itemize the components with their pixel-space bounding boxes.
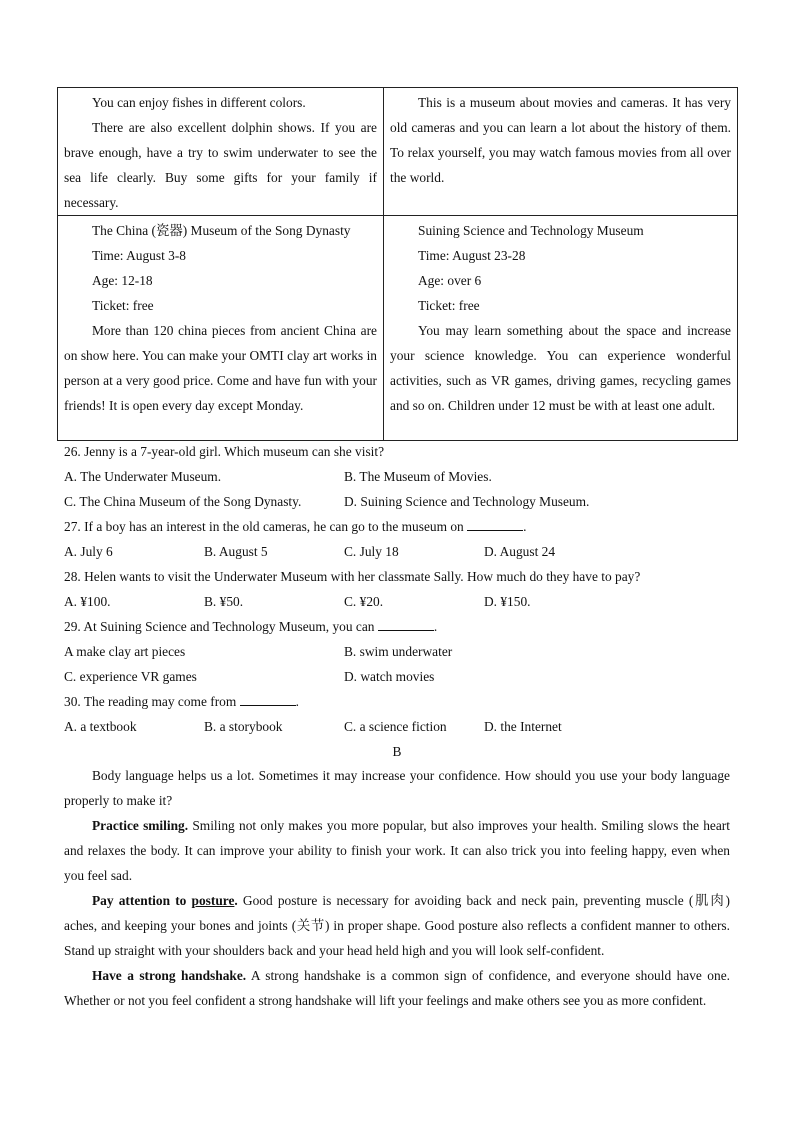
passage-intro: Body language helps us a lot. Sometimes it may increase your confidence. How should you use your body language properly to make it? xyxy=(64,768,730,808)
option-b[interactable]: B. a storybook xyxy=(204,719,283,734)
option-b[interactable]: B. August 5 xyxy=(204,544,268,559)
question-stem xyxy=(64,689,744,714)
cell-paragraph: This is a museum about movies and cameras. It has very old cameras and you can learn a lot about the history of them. To relax yourself, you may watch famous movies from all over the world. xyxy=(390,95,731,185)
table-row xyxy=(58,88,738,216)
museum-time: Time: August 23-28 xyxy=(418,248,526,263)
option-c[interactable]: C. ¥20. xyxy=(344,594,384,609)
option-a[interactable]: A. ¥100. xyxy=(64,594,111,609)
stem-suffix: . xyxy=(523,519,527,534)
paragraph-heading xyxy=(92,893,238,908)
heading-suffix: . xyxy=(234,893,238,908)
museum-age: Age: over 6 xyxy=(418,273,482,288)
option-c[interactable]: C. The China Museum of the Song Dynasty. xyxy=(64,494,302,509)
passage-paragraph xyxy=(64,888,730,963)
option-a[interactable]: A make clay art pieces xyxy=(64,644,186,659)
questions-block xyxy=(64,439,744,764)
option-row xyxy=(64,639,744,664)
stem-suffix: . xyxy=(433,619,438,634)
china-museum-cell xyxy=(58,216,384,441)
cell-paragraph: More than 120 china pieces from ancient China are on show here. You can make your OMTI clay art works in person at a very good price. Come and have fun with your friends! It is open every day except Monday. xyxy=(64,323,377,413)
question-stem xyxy=(64,439,744,464)
answer-blank[interactable] xyxy=(240,691,296,706)
question-28-stem: 28. Helen wants to visit the Underwater Museum with her classmate Sally. How much do they have to pay? xyxy=(64,569,641,584)
heading-underlined: posture xyxy=(191,893,235,908)
option-c[interactable]: C. a science fiction xyxy=(344,719,447,734)
question-stem xyxy=(64,514,744,539)
movies-museum-cell xyxy=(384,88,738,216)
underwater-museum-cell xyxy=(58,88,384,216)
question-27-stem: 27. If a boy has an interest in the old cameras, he can go to the museum on xyxy=(64,519,464,534)
museum-time: Time: August 3-8 xyxy=(92,248,187,263)
option-row xyxy=(64,489,744,514)
option-b[interactable]: B. swim underwater xyxy=(344,644,453,659)
question-stem xyxy=(64,564,744,589)
option-c[interactable]: C. experience VR games xyxy=(64,669,197,684)
option-b[interactable]: B. The Museum of Movies. xyxy=(344,469,492,484)
passage-paragraph xyxy=(64,963,730,1013)
cell-paragraph: There are also excellent dolphin shows. If you are brave enough, have a try to swim underwater to see the sea life clearly. Buy some gifts for your family if necessary. xyxy=(64,120,377,210)
passage-paragraph xyxy=(64,813,730,888)
museum-table xyxy=(57,87,738,441)
option-row xyxy=(64,714,744,739)
option-b[interactable]: B. ¥50. xyxy=(204,594,244,609)
question-29-stem: 29. At Suining Science and Technology Museum, you can xyxy=(64,619,375,634)
answer-blank[interactable] xyxy=(467,516,523,531)
question-26-stem: 26. Jenny is a 7-year-old girl. Which museum can she visit? xyxy=(64,444,385,459)
museum-title: Suining Science and Technology Museum xyxy=(418,223,644,238)
paragraph-text: Smiling not only makes you more popular, but also improves your health. Smiling slows the heart and relaxes the body. It can improve your ability to finish your work. It can also trick you into feeling happy, even when you feel sad. xyxy=(64,818,730,883)
option-c[interactable]: C. July 18 xyxy=(344,544,399,559)
option-row xyxy=(64,664,744,689)
question-30-stem: 30. The reading may come from xyxy=(64,694,237,709)
paragraph-text: Good posture is necessary for avoiding back and neck pain, preventing muscle (肌肉) aches, and keeping your bones and joints (关节) in proper shape. Good posture also reflects a confident manner to others. Stand up straight with your shoulders back and your head held high and you will look self-confident. xyxy=(64,893,730,958)
stem-suffix: . xyxy=(295,694,300,709)
paragraph-heading: Have a strong handshake. xyxy=(92,968,247,983)
museum-ticket: Ticket: free xyxy=(418,298,480,313)
option-d[interactable]: D. ¥150. xyxy=(484,594,531,609)
science-museum-cell xyxy=(384,216,738,441)
section-b-label: B xyxy=(392,744,402,759)
option-d[interactable]: D. August 24 xyxy=(484,544,556,559)
option-a[interactable]: A. July 6 xyxy=(64,544,113,559)
passage-b xyxy=(64,763,730,1013)
paragraph-text: A strong handshake is a common sign of confidence, and everyone should have one. Whether or not you feel confident a strong handshake will lift your feelings and make others see you as more confident. xyxy=(64,968,730,1008)
museum-title: The China (瓷器) Museum of the Song Dynasty xyxy=(92,223,351,238)
answer-blank[interactable] xyxy=(378,616,434,631)
option-row xyxy=(64,539,744,564)
table-row xyxy=(58,216,738,441)
museum-age: Age: 12-18 xyxy=(92,273,153,288)
option-d[interactable]: D. the Internet xyxy=(484,719,562,734)
heading-prefix: Pay attention to xyxy=(92,893,192,908)
museum-ticket: Ticket: free xyxy=(92,298,154,313)
option-row xyxy=(64,464,744,489)
option-a[interactable]: A. a textbook xyxy=(64,719,137,734)
option-d[interactable]: D. watch movies xyxy=(344,669,435,684)
question-stem xyxy=(64,614,744,639)
option-a[interactable]: A. The Underwater Museum. xyxy=(64,469,222,484)
paragraph-heading: Practice smiling. xyxy=(92,818,189,833)
cell-line: You can enjoy fishes in different colors. xyxy=(92,95,306,110)
option-row xyxy=(64,589,744,614)
option-d[interactable]: D. Suining Science and Technology Museum. xyxy=(344,494,590,509)
cell-paragraph: You may learn something about the space and increase your science knowledge. You can experience wonderful activities, such as VR games, driving games, recycling games and so on. Children under 12 must be with at least one adult. xyxy=(390,323,731,413)
